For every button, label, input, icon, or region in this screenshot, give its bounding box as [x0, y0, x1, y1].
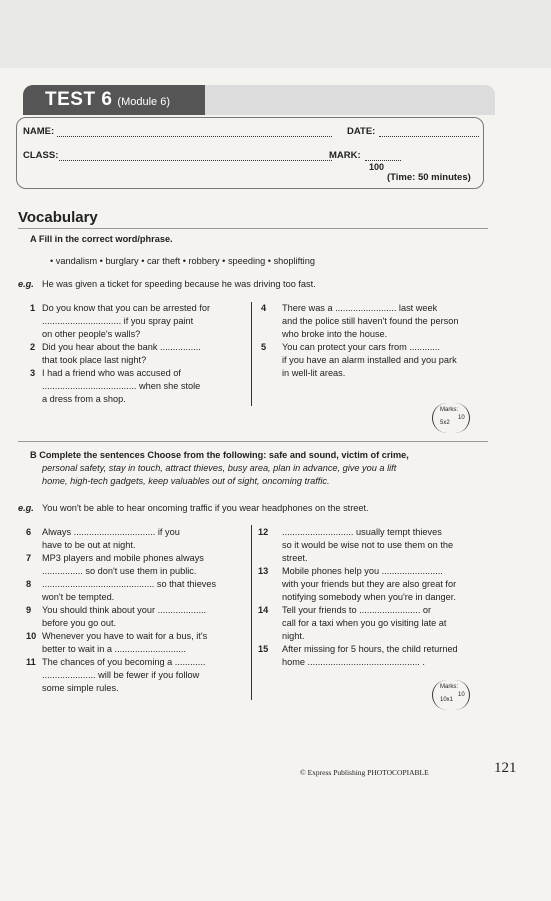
mark-total: 100	[369, 162, 385, 172]
part-b-question-line: ............................................ so that thieves	[42, 579, 217, 589]
part-a-question-number: 3	[30, 368, 36, 378]
part-a-question-line: if you have an alarm installed and you park	[282, 355, 457, 365]
part-b-question-line: The chances of you becoming a ............	[42, 657, 206, 667]
part-a-example: He was given a ticket for speeding because he was driving too fast.	[42, 279, 316, 289]
part-b-marks-box	[432, 680, 470, 710]
marks-calc: 5x2	[440, 420, 450, 426]
part-a-question-line: You can protect your cars from ............	[282, 342, 440, 352]
module-label: (Module 6)	[117, 96, 170, 108]
part-b-question-number: 9	[26, 605, 32, 615]
part-b-instruction-line-3: home, high-tech gadgets, keep valuables out of sight, oncoming traffic.	[42, 476, 330, 486]
part-a-question-number: 4	[261, 303, 267, 313]
part-divider	[18, 441, 488, 442]
name-field[interactable]	[57, 128, 332, 137]
part-a-question-line: Did you hear about the bank ................	[42, 342, 201, 352]
section-divider	[18, 228, 488, 229]
part-b-example: You won't be able to hear oncoming traffic if you wear headphones on the street.	[42, 503, 369, 513]
marks-label: Marks:	[440, 684, 458, 690]
student-info-box	[16, 117, 484, 189]
part-b-question-number: 11	[26, 657, 36, 667]
part-b-question-line: notifying somebody when you're in danger.	[282, 592, 456, 602]
part-b-question-line: MP3 players and mobile phones always	[42, 553, 204, 563]
part-b-question-line: You should think about your ...................	[42, 605, 207, 615]
part-a-word-options: • vandalism • burglary • car theft • robbery • speeding • shoplifting	[50, 256, 315, 266]
part-b-question-number: 10	[26, 631, 37, 641]
part-a-instruction: A Fill in the correct word/phrase.	[30, 234, 173, 244]
part-b-question-line: with your friends but they are also great for	[282, 579, 457, 589]
part-b-question-line: After missing for 5 hours, the child returned	[282, 644, 458, 654]
part-a-marks-box	[432, 403, 470, 433]
part-b-question-line: so it would be wise not to use them on the	[282, 540, 454, 550]
part-b-question-line: Tell your friends to ........................ or	[282, 605, 432, 615]
part-a-question-line: that took place last night?	[42, 355, 147, 365]
marks-total: 10	[458, 415, 465, 421]
part-b-question-line: better to wait in a ............................	[42, 644, 186, 654]
part-b-question-line: have to be out at night.	[42, 540, 136, 550]
marks-total: 10	[458, 692, 465, 698]
title-bar-extension	[205, 85, 495, 115]
part-b-question-number: 13	[258, 566, 269, 576]
part-a-question-line: who broke into the house.	[282, 329, 388, 339]
part-a-question-line: I had a friend who was accused of	[42, 368, 181, 378]
part-b-question-line: ..................... will be fewer if you follow	[42, 670, 200, 680]
part-a-question-number: 5	[261, 342, 267, 352]
part-a-question-line: and the police still haven't found the person	[282, 316, 459, 326]
part-b-question-number: 12	[258, 527, 269, 537]
part-b-instruction-line-2: personal safety, stay in touch, attract thieves, busy area, plan in advance, give you a lift	[42, 463, 397, 473]
part-b-question-line: won't be tempted.	[42, 592, 115, 602]
part-b-question-number: 6	[26, 527, 32, 537]
part-a-column-divider	[251, 302, 252, 406]
marks-label: Marks:	[440, 407, 458, 413]
part-b-example-marker: e.g.	[18, 503, 34, 513]
date-label: DATE:	[347, 126, 376, 137]
part-a-question-line: ..................................... when she stole	[42, 381, 201, 391]
marks-calc: 10x1	[440, 697, 454, 703]
part-a-question-number: 2	[30, 342, 36, 352]
part-b-question-line: call for a taxi when you go visiting late at	[282, 618, 447, 628]
part-b-question-line: ............................ usually tempt thieves	[282, 527, 442, 537]
date-field[interactable]	[379, 128, 479, 137]
part-a-example-marker: e.g.	[18, 279, 34, 289]
class-label: CLASS:	[23, 150, 59, 161]
mark-label: MARK:	[329, 150, 361, 161]
test-title: TEST 6	[45, 89, 113, 110]
name-label: NAME:	[23, 126, 55, 137]
part-b-question-line: home ............................................ .	[282, 657, 425, 667]
part-b-column-divider	[251, 525, 252, 700]
part-b-question-line: Mobile phones help you ........................	[282, 566, 443, 576]
part-a-question-number: 1	[30, 303, 36, 313]
time-limit: (Time: 50 minutes)	[387, 172, 471, 183]
part-a-question-line: Do you know that you can be arrested for	[42, 303, 211, 313]
page-number: 121	[494, 760, 517, 776]
part-a-question-line: There was a ........................ last week	[282, 303, 438, 313]
part-b-question-number: 15	[258, 644, 269, 654]
part-b-question-line: night.	[282, 631, 305, 641]
part-b-question-line: Whenever you have to wait for a bus, it's	[42, 631, 208, 641]
test-title-bar	[23, 85, 205, 115]
part-a-question-line: on other people's walls?	[42, 329, 141, 339]
class-field[interactable]	[59, 152, 332, 161]
part-b-question-number: 8	[26, 579, 32, 589]
mark-field[interactable]	[365, 152, 401, 161]
part-b-question-line: Always ................................ if you	[42, 527, 180, 537]
part-a-question-line: in well-lit areas.	[282, 368, 346, 378]
part-b-question-line: street.	[282, 553, 308, 563]
section-title: Vocabulary	[18, 209, 98, 226]
part-b-question-line: some simple rules.	[42, 683, 119, 693]
publisher-credit: © Express Publishing PHOTOCOPIABLE	[300, 768, 429, 777]
part-b-instruction-line-1: B Complete the sentences Choose from the following: safe and sound, victim of crime,	[30, 450, 409, 460]
part-a-question-line: a dress from a shop.	[42, 394, 126, 404]
part-b-question-line: before you go out.	[42, 618, 117, 628]
part-b-question-number: 7	[26, 553, 32, 563]
part-b-question-number: 14	[258, 605, 269, 615]
part-a-question-line: ............................... if you spray paint	[42, 316, 194, 326]
part-b-question-line: ................ so don't use them in public.	[42, 566, 197, 576]
